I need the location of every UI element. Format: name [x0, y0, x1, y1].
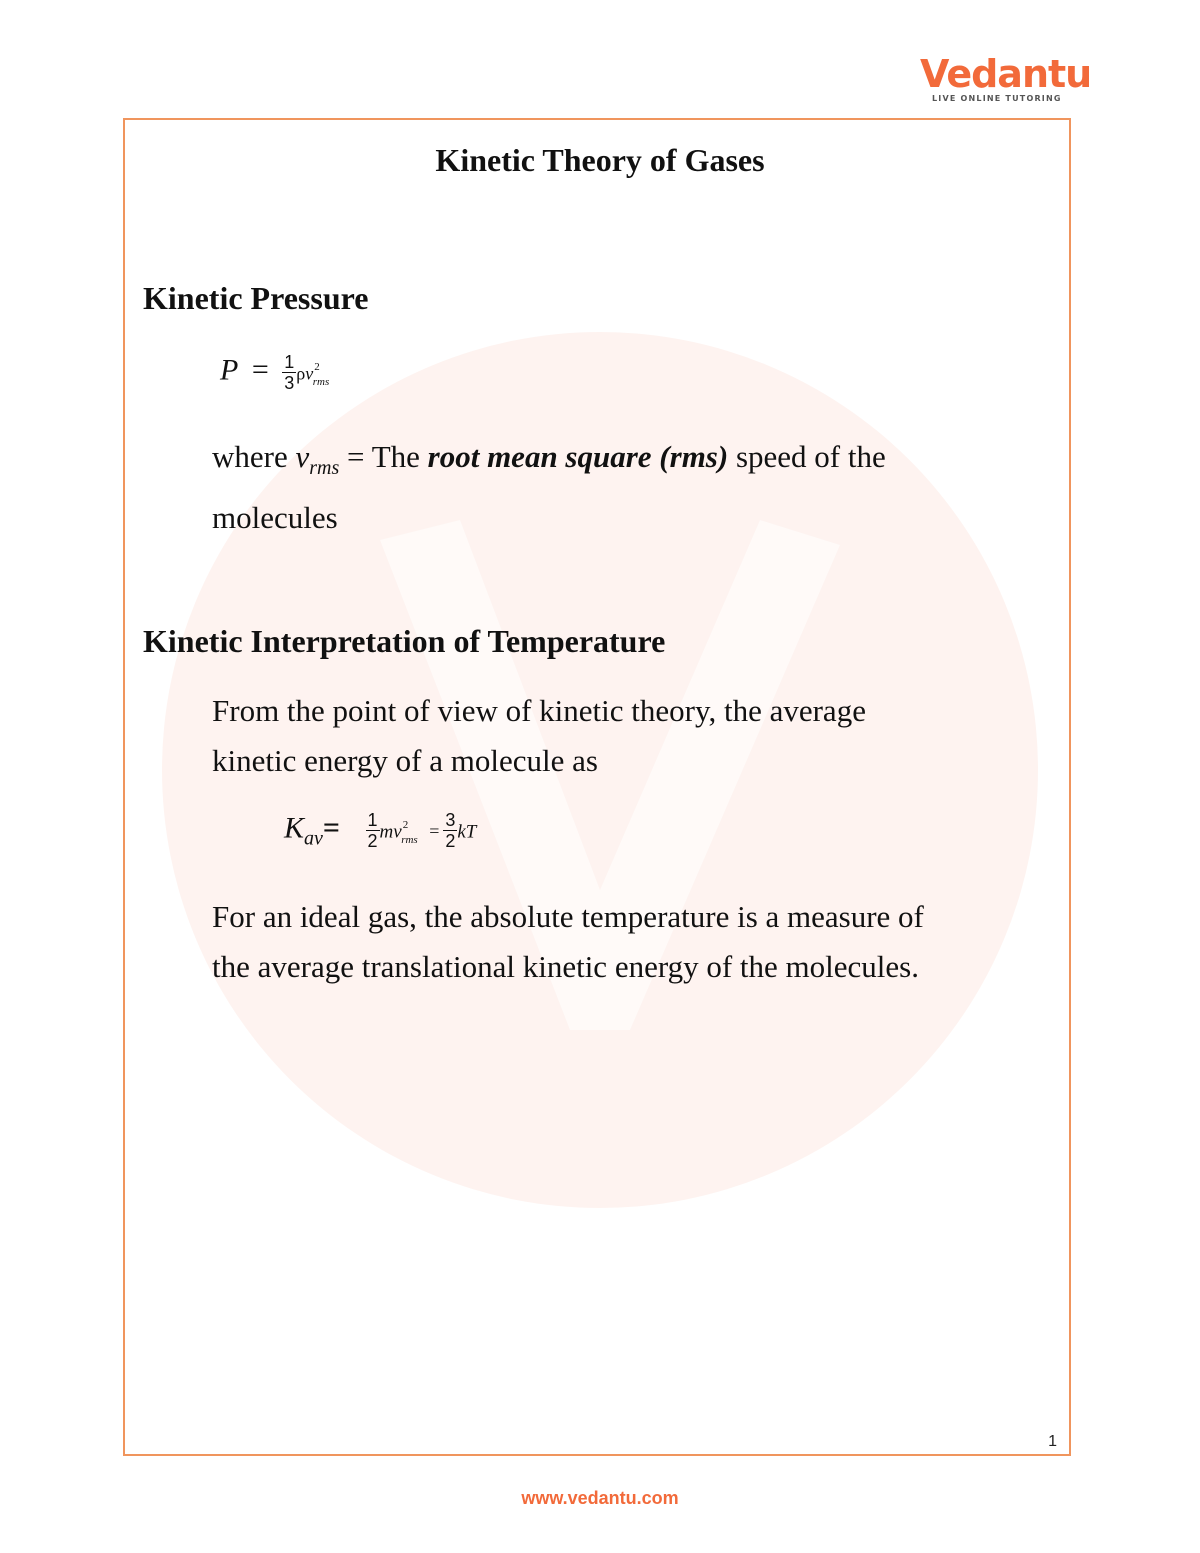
- page-number: 1: [1048, 1433, 1057, 1450]
- formula-v: v: [305, 363, 314, 384]
- formula-lhs: P: [220, 353, 239, 387]
- rms-emphasis: root mean square (rms): [427, 439, 729, 474]
- kinetic-energy-formula: [284, 810, 476, 851]
- where-middle: = The: [339, 439, 428, 474]
- para1-line2: kinetic energy of a molecule as: [212, 743, 598, 778]
- where-prefix: where: [212, 439, 296, 474]
- where-line2: molecules: [212, 500, 338, 536]
- where-suffix: speed of the: [728, 439, 886, 474]
- formula-k: K: [284, 811, 305, 845]
- formula-equals-2: =: [429, 821, 440, 842]
- fraction-half: [366, 810, 380, 851]
- document-title: Kinetic Theory of Gases: [435, 142, 765, 178]
- formula-mv-superscript: 2: [402, 819, 409, 832]
- formula-superscript: 2: [314, 361, 320, 374]
- section-heading-kinetic-pressure: Kinetic Pressure: [143, 280, 369, 316]
- fraction-three-halves: [443, 810, 457, 851]
- logo-tagline: LIVE ONLINE TUTORING: [932, 94, 1062, 103]
- para1-line1: From the point of view of kinetic theory, the average: [212, 693, 866, 728]
- kinetic-energy-paragraph: [212, 686, 866, 786]
- where-variable: v: [295, 439, 310, 474]
- three-halves-numerator: 3: [445, 810, 456, 830]
- fraction-numerator: 1: [284, 352, 295, 372]
- where-subscript: rms: [309, 457, 340, 480]
- logo-wordmark: Vedantu: [920, 52, 1092, 96]
- half-denominator: 2: [367, 831, 378, 851]
- ideal-gas-paragraph: [212, 892, 924, 992]
- section-heading-temperature: Kinetic Interpretation of Temperature: [143, 623, 666, 659]
- formula-rho: ρ: [296, 363, 306, 384]
- fraction-denominator: 3: [284, 373, 295, 393]
- half-numerator: 1: [367, 810, 378, 830]
- formula-equals: =: [251, 353, 269, 387]
- formula-equals-1: =: [322, 811, 341, 845]
- para2-line1: For an ideal gas, the absolute temperature is a measure of: [212, 899, 924, 934]
- pressure-formula: [220, 352, 329, 393]
- footer-url-link[interactable]: www.vedantu.com: [521, 1488, 679, 1508]
- formula-mv: mv: [379, 821, 402, 843]
- formula-k-subscript: av: [304, 827, 323, 850]
- rms-definition: [212, 432, 886, 543]
- formula-kt: kT: [457, 821, 477, 843]
- formula-fraction: [282, 352, 296, 393]
- formula-subscript: rms: [312, 376, 330, 389]
- para2-line2: the average translational kinetic energy of the molecules.: [212, 949, 919, 984]
- formula-mv-subscript: rms: [401, 834, 418, 847]
- three-halves-denominator: 2: [445, 831, 456, 851]
